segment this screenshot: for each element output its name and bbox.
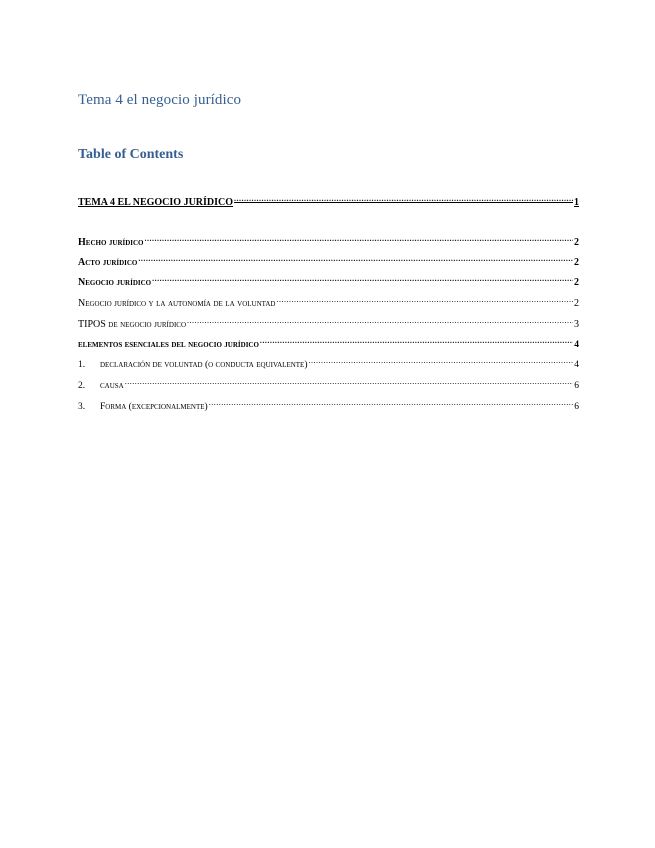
toc-page-number: 2 bbox=[574, 257, 579, 268]
toc-entry-label: Forma (excepcionalmente) bbox=[100, 402, 208, 412]
document-title: Tema 4 el negocio jurídico bbox=[78, 92, 242, 108]
toc-page-number: 6 bbox=[574, 381, 579, 391]
toc-entry-number: 1. bbox=[78, 360, 86, 370]
toc-page-number: 4 bbox=[574, 340, 579, 350]
toc-heading: Table of Contents bbox=[78, 147, 184, 162]
toc-entry-negocio-juridico[interactable] bbox=[78, 271, 579, 288]
toc-page-number: 3 bbox=[574, 319, 579, 330]
toc-entry-hecho-juridico[interactable] bbox=[78, 231, 579, 248]
toc-entry-tema-4[interactable] bbox=[78, 191, 579, 208]
toc-entry-label: Negocio jurídico y la autonomía de la voluntad bbox=[78, 298, 276, 309]
toc-page-number: 2 bbox=[574, 298, 579, 309]
toc-leader-dots bbox=[125, 374, 574, 388]
toc-entry-causa[interactable] bbox=[78, 374, 579, 391]
toc-leader-dots bbox=[276, 292, 573, 306]
toc-entry-forma[interactable] bbox=[78, 395, 579, 412]
toc-entry-label: TIPOS de negocio jurídico bbox=[78, 319, 187, 330]
toc-entry-number: 2. bbox=[78, 381, 86, 391]
toc-leader-dots bbox=[145, 231, 573, 245]
toc-entry-declaracion-voluntad[interactable] bbox=[78, 353, 579, 370]
toc-entry-elementos-esenciales[interactable] bbox=[78, 333, 579, 350]
toc-entry-label: elementos esenciales del negocio jurídico bbox=[78, 340, 259, 350]
toc-leader-dots bbox=[187, 313, 573, 327]
toc-page-number: 2 bbox=[574, 237, 579, 248]
toc-page-number: 6 bbox=[574, 402, 579, 412]
toc-entry-autonomia-voluntad[interactable] bbox=[78, 292, 579, 309]
toc-leader-dots bbox=[260, 333, 573, 347]
toc-entry-label: Negocio jurídico bbox=[78, 277, 152, 288]
toc-page-number: 4 bbox=[574, 360, 579, 370]
toc-leader-dots bbox=[152, 271, 573, 285]
toc-page-number: 1 bbox=[574, 197, 579, 208]
toc-entry-tipos-negocio[interactable] bbox=[78, 313, 579, 330]
toc-leader-dots bbox=[209, 395, 574, 409]
toc-entry-label: declaración de voluntad (o conducta equivalente) bbox=[100, 360, 308, 370]
toc-page-number: 2 bbox=[574, 277, 579, 288]
toc-leader-dots bbox=[234, 191, 573, 205]
toc-leader-dots bbox=[138, 251, 573, 265]
toc-entry-label: Hecho jurídico bbox=[78, 237, 144, 248]
toc-entry-label: causa bbox=[100, 381, 124, 391]
toc-entry-number: 3. bbox=[78, 402, 86, 412]
toc-entry-label: Acto jurídico bbox=[78, 257, 138, 268]
toc-entry-acto-juridico[interactable] bbox=[78, 251, 579, 268]
toc-entry-label: TEMA 4 EL NEGOCIO JURÍDICO bbox=[78, 197, 234, 208]
toc-leader-dots bbox=[309, 353, 574, 367]
